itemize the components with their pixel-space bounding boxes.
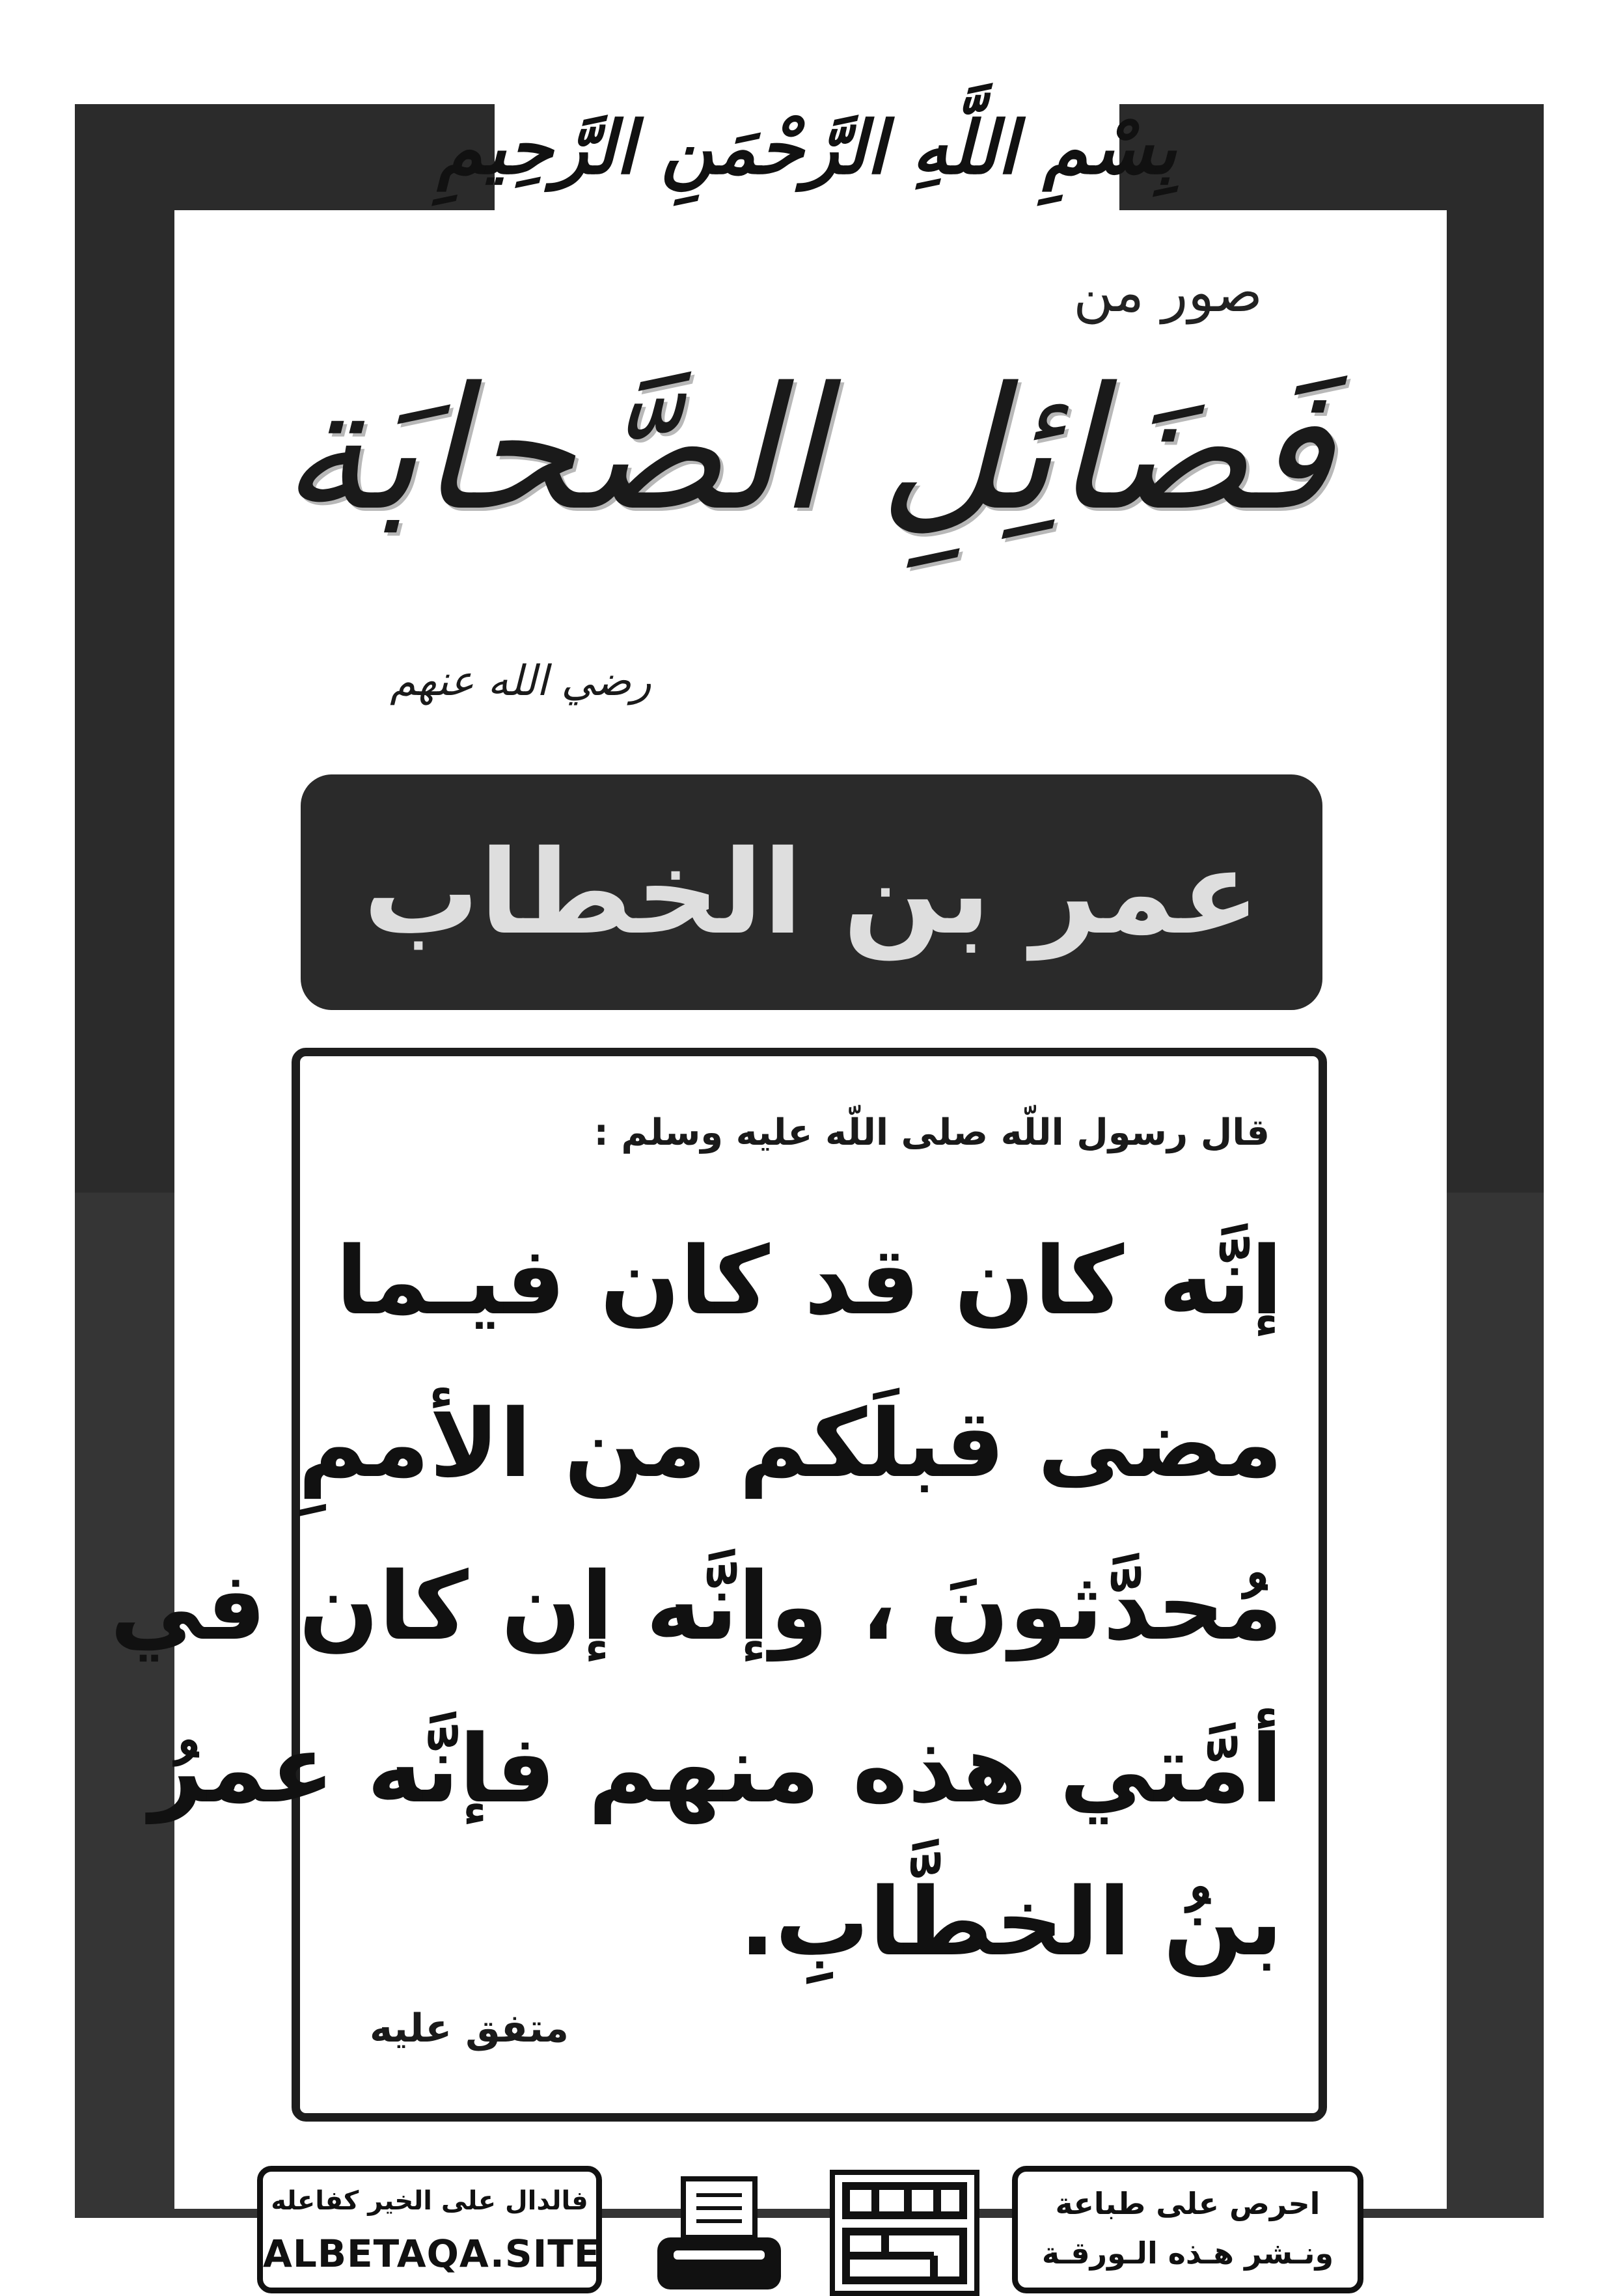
hadith-line: مُحدَّثونَ ، وإنَّه إن كان في [110,1551,1283,1661]
hadith-box [110,1048,1327,2122]
hadith-line: مضى قبلَكم من الأممِ [297,1389,1283,1498]
footer-site-box [257,2166,602,2293]
companion-name-banner [301,774,1322,1010]
printer-icon [654,2172,784,2296]
companion-name: عمر بن الخطاب [363,825,1260,960]
footer [257,2166,1363,2296]
footer-site-link[interactable]: ALBETAQA.SITE [263,2232,601,2276]
bismillah-header [437,65,1177,231]
hadith-line: بنُ الخطَّابِ. [739,1867,1283,1976]
footer-note-line: احرص على طباعة [1055,2186,1320,2221]
bismillah-calligraphy: بِسْمِ اللَّهِ الرَّحْمَنِ الرَّحِيمِ [437,105,1177,191]
hadith-intro: قال رسول اللّه صلى اللّه عليه وسلم : [594,1112,1270,1154]
series-suffix: رضي الله عنهم [390,657,651,705]
series-title: فَضَائِلِ الصَّحابَة [280,351,1334,548]
footer-note-box [1012,2166,1363,2293]
hadith-source: متفق عليه [369,2006,569,2051]
hadith-line: إنَّه كان قد كان فيـما [336,1226,1283,1335]
brand-logo-icon [830,2170,979,2296]
footer-note-line: ونـشر هـذه الـورقـة [1041,2235,1334,2271]
hadith-line: أمَّتي هذه منهم فإنَّه عمرُ [149,1714,1283,1824]
footer-tagline: فالدال على الخير كفاعله [271,2186,588,2216]
series-prefix: صور من [1073,260,1263,324]
